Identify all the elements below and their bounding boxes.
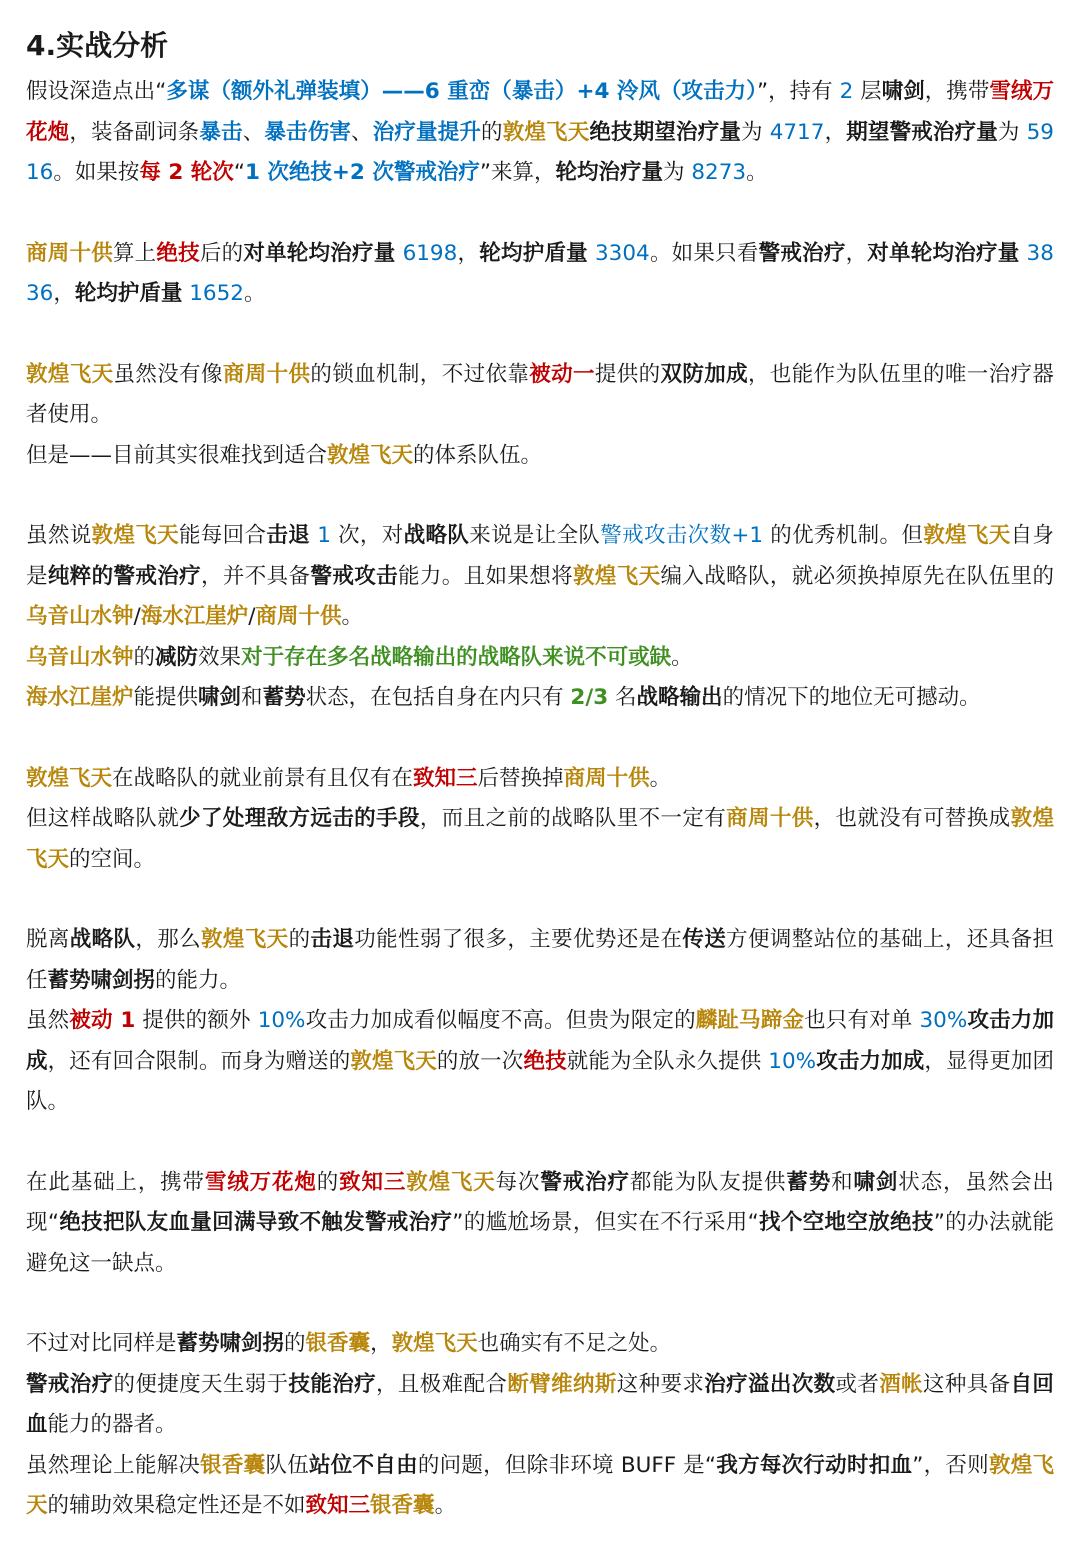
- text-run: “: [233, 160, 245, 185]
- highlight-text: 啸剑: [881, 79, 925, 104]
- highlight-text: 警戒攻击次数+1: [600, 523, 764, 548]
- text-run: 就能为全队永久提供: [566, 1048, 769, 1074]
- highlight-text: 商周十供: [26, 240, 113, 266]
- text-run: 状态，虽然会出现“: [26, 1169, 1054, 1235]
- text-run: 自身是: [26, 523, 1054, 589]
- highlight-text: 蓄势啸剑拐: [47, 967, 156, 993]
- article-body: [26, 72, 1054, 1527]
- highlight-text: 绝技: [523, 1048, 567, 1074]
- text-run: 提供的额外: [135, 1008, 258, 1033]
- highlight-text: 10%: [257, 1008, 306, 1033]
- highlight-text: 雪绒万花炮: [204, 1169, 317, 1195]
- text-run: ，并不具备: [201, 563, 311, 589]
- highlight-text: 致知三: [339, 1169, 407, 1195]
- text-run: 。: [341, 604, 364, 629]
- highlight-text: 暴击: [199, 119, 243, 145]
- text-run: 在战略队的就业前景有且仅有在: [112, 765, 414, 791]
- text-run: 的放一次: [436, 1048, 524, 1074]
- text-run: 虽然说: [26, 523, 92, 548]
- text-run: 或者: [835, 1371, 880, 1397]
- highlight-text: 轮均治疗量: [555, 160, 664, 185]
- highlight-text: 敦煌飞天: [26, 765, 113, 791]
- highlight-text: 站位不自由: [309, 1452, 418, 1478]
- paragraph-line: [26, 516, 1054, 638]
- highlight-text: 警戒攻击: [310, 563, 398, 589]
- highlight-text: 纯粹的警戒治疗: [47, 563, 202, 589]
- text-run: 能每回合: [178, 523, 267, 548]
- paragraph: [26, 72, 1054, 194]
- highlight-text: 30%: [919, 1008, 968, 1033]
- highlight-text: 攻击力加成: [816, 1048, 925, 1074]
- text-run: 。: [671, 644, 693, 670]
- highlight-text: 断臂维纳斯: [507, 1371, 617, 1397]
- text-run: 的空间。: [69, 846, 156, 872]
- text-run: 的体系队伍。: [413, 442, 543, 468]
- text-run: 的: [481, 119, 503, 145]
- text-run: 功能性弱了很多，主要优势还是在: [354, 927, 683, 952]
- highlight-text: 商周十供: [222, 361, 311, 387]
- text-run: 不过对比同样是: [26, 1331, 177, 1356]
- text-run: /: [133, 604, 141, 629]
- text-run: 的: [284, 1331, 306, 1356]
- paragraph-line: [26, 1001, 1054, 1123]
- text-run: 为: [741, 119, 770, 145]
- highlight-text: 治疗量提升: [372, 119, 482, 145]
- text-run: 能力。且如果想将: [397, 563, 573, 589]
- highlight-text: 找个空地空放绝技: [758, 1210, 934, 1235]
- highlight-text: 攻击力加成: [26, 1008, 1054, 1074]
- paragraph: [26, 355, 1054, 477]
- highlight-text: 2/3: [570, 685, 609, 710]
- highlight-text: 麟趾马蹄金: [695, 1008, 805, 1033]
- text-run: [1019, 241, 1026, 266]
- highlight-text: 啸剑: [198, 685, 242, 710]
- highlight-text: 乌音山水钟: [26, 604, 134, 629]
- highlight-text: 敦煌飞天: [350, 1048, 437, 1074]
- highlight-text: 1 次绝技+2 次警戒治疗: [244, 160, 480, 185]
- highlight-text: 每 2 轮次: [139, 160, 234, 185]
- text-run: 虽然没有像: [113, 361, 223, 387]
- text-run: 这种具备: [923, 1371, 1011, 1397]
- highlight-text: 对于存在多名战略输出的战略队来说不可或缺: [241, 644, 672, 670]
- highlight-text: 雪绒万花炮: [26, 79, 1054, 145]
- text-run: 这种要求: [616, 1371, 705, 1397]
- text-run: 的便捷度天生弱于: [113, 1371, 289, 1397]
- paragraph: [26, 234, 1054, 315]
- text-run: 和: [831, 1169, 854, 1195]
- highlight-text: 3304: [595, 240, 650, 266]
- highlight-text: 敦煌飞天: [201, 927, 289, 952]
- highlight-text: 敦煌飞天: [327, 442, 414, 468]
- highlight-text: 敦煌飞天: [923, 523, 1011, 548]
- highlight-text: 海水江崖炉: [140, 604, 249, 629]
- text-run: 在此基础上，携带: [26, 1169, 205, 1195]
- text-run: ，那么: [135, 927, 202, 952]
- paragraph-line: [26, 678, 1054, 719]
- section-heading: 4.实战分析: [26, 29, 169, 62]
- highlight-text: 1652: [189, 281, 244, 306]
- highlight-text: 蓄势啸剑拐: [176, 1331, 285, 1356]
- paragraph-line: [26, 1163, 1054, 1285]
- highlight-text: 少了处理敌方远击的手段: [179, 806, 420, 831]
- highlight-text: 银香囊: [370, 1493, 435, 1518]
- highlight-text: 敦煌飞天: [26, 361, 114, 387]
- text-run: 的问题，但除非环境 BUFF 是“: [417, 1452, 717, 1478]
- highlight-text: 绝技: [156, 240, 200, 266]
- text-run: 状态，在包括自身在内只有: [305, 685, 571, 710]
- text-run: 算上: [112, 240, 157, 266]
- text-run: ，显得更加团队。: [26, 1048, 1054, 1114]
- paragraph-line: [26, 759, 1054, 800]
- highlight-text: 轮均护盾量: [74, 281, 183, 306]
- paragraph: [26, 759, 1054, 881]
- text-run: ，携带: [924, 79, 990, 104]
- highlight-text: 敦煌飞天: [26, 806, 1054, 872]
- text-run: ”来算，: [479, 160, 556, 185]
- text-run: 。: [434, 1493, 457, 1518]
- highlight-text: 战略输出: [636, 685, 723, 710]
- highlight-text: 轮均护盾量: [479, 240, 588, 266]
- paragraph-line: [26, 436, 1054, 477]
- text-run: /: [248, 604, 256, 629]
- text-run: 虽然: [26, 1008, 70, 1033]
- text-run: 次，对: [330, 523, 404, 548]
- highlight-text: 酒帐: [879, 1371, 924, 1397]
- highlight-text: 敦煌飞天: [391, 1331, 478, 1356]
- text-run: 效果: [198, 644, 242, 670]
- highlight-text: 我方每次行动时扣血: [716, 1452, 913, 1478]
- text-run: 虽然理论上能解决: [26, 1452, 201, 1478]
- text-run: 但这样战略队就: [26, 806, 180, 831]
- highlight-text: 暴击伤害: [264, 119, 352, 145]
- text-run: ”的办法就能避免这一缺点。: [26, 1210, 1054, 1276]
- highlight-text: 3836: [26, 240, 1054, 306]
- highlight-text: 2: [839, 79, 854, 104]
- text-run: ，也就没有可替换成: [813, 806, 1011, 831]
- paragraph-line: [26, 920, 1054, 1001]
- text-run: ，: [370, 1331, 392, 1356]
- text-run: 。: [746, 160, 768, 185]
- highlight-text: 期望警戒治疗量: [846, 119, 998, 145]
- paragraph-line: [26, 234, 1054, 315]
- text-run: 为: [997, 119, 1027, 145]
- highlight-text: 减防: [155, 644, 199, 670]
- text-run: 。: [649, 765, 672, 791]
- paragraph-line: [26, 355, 1054, 436]
- paragraph-line: [26, 638, 1054, 679]
- text-run: ，还有回合限制。而身为赠送的: [47, 1048, 351, 1074]
- text-run: 。: [243, 281, 266, 306]
- highlight-text: 8273: [691, 160, 747, 185]
- highlight-text: 银香囊: [305, 1331, 371, 1356]
- highlight-text: 对单轮均治疗量: [243, 240, 396, 266]
- text-run: 编入战略队，就必须换掉原先在队伍里的: [660, 563, 1054, 589]
- text-run: [588, 241, 595, 266]
- highlight-text: 敦煌飞天: [406, 1169, 496, 1195]
- highlight-text: 致知三: [305, 1493, 371, 1518]
- text-run: 每次: [495, 1169, 541, 1195]
- text-run: ，也能作为队伍里的唯一治疗器者使用。: [26, 361, 1054, 427]
- highlight-text: 绝技期望治疗量: [589, 119, 742, 145]
- text-run: [395, 241, 402, 266]
- highlight-text: 敦煌飞天: [26, 1452, 1054, 1518]
- text-run: 、: [351, 119, 373, 145]
- text-run: 。如果只看: [649, 240, 759, 266]
- highlight-text: 海水江崖炉: [26, 685, 134, 710]
- highlight-text: 6198: [402, 240, 458, 266]
- text-run: 后替换掉: [477, 765, 564, 791]
- text-run: ，: [457, 240, 480, 266]
- highlight-text: 击退: [310, 927, 355, 952]
- highlight-text: 警戒治疗: [758, 240, 846, 266]
- text-run: 能提供: [133, 685, 199, 710]
- text-run: ，装备副词条: [69, 119, 200, 145]
- text-run: ”，持有: [756, 79, 840, 104]
- text-run: 来说是让全队: [469, 523, 601, 548]
- paragraph-line: [26, 72, 1054, 194]
- highlight-text: 双防加成: [660, 361, 748, 387]
- text-run: 的锁血机制，不过依靠: [310, 361, 530, 387]
- highlight-text: 战略队: [403, 523, 470, 548]
- text-run: 能力的器者。: [47, 1412, 177, 1437]
- text-run: 脱离: [26, 927, 70, 952]
- text-run: 方便调整站位的基础上，还具备担任: [26, 927, 1054, 993]
- highlight-text: 蓄势: [786, 1169, 832, 1195]
- text-run: ，: [845, 240, 868, 266]
- text-run: 后的: [199, 240, 244, 266]
- text-run: ，: [53, 281, 75, 306]
- highlight-text: 警戒治疗: [540, 1169, 630, 1195]
- highlight-text: 银香囊: [200, 1452, 266, 1478]
- highlight-text: 被动一: [529, 361, 595, 387]
- highlight-text: 啸剑: [853, 1169, 899, 1195]
- highlight-text: 敦煌飞天: [91, 523, 179, 548]
- highlight-text: 警戒治疗: [26, 1371, 114, 1397]
- text-run: ”，否则: [912, 1452, 989, 1478]
- text-run: 的: [288, 927, 311, 952]
- text-run: 队伍: [265, 1452, 309, 1478]
- text-run: 的: [133, 644, 156, 670]
- highlight-text: 蓄势: [262, 685, 306, 710]
- highlight-text: 乌音山水钟: [26, 644, 134, 670]
- text-run: 也只有对单: [804, 1008, 920, 1033]
- highlight-text: 敦煌飞天: [502, 119, 590, 145]
- text-run: ，而且之前的战略队里不一定有: [419, 806, 727, 831]
- highlight-text: 对单轮均治疗量: [867, 240, 1020, 266]
- text-run: ，且极难配合: [376, 1371, 508, 1397]
- text-run: 层: [853, 79, 882, 104]
- text-run: 的能力。: [155, 967, 242, 993]
- text-run: 、: [242, 119, 265, 145]
- highlight-text: 1: [317, 523, 331, 548]
- text-run: 的: [316, 1169, 340, 1195]
- highlight-text: 5916: [26, 119, 1054, 185]
- highlight-text: 商周十供: [726, 806, 814, 831]
- text-run: ”的尴尬场景，但实在不行采用“: [452, 1210, 759, 1235]
- highlight-text: 商周十供: [255, 604, 342, 629]
- text-run: 提供的: [594, 361, 661, 387]
- text-run: 也确实有不足之处。: [477, 1331, 672, 1356]
- highlight-text: 技能治疗: [288, 1371, 377, 1397]
- text-run: 名: [608, 685, 637, 710]
- highlight-text: 10%: [768, 1048, 817, 1074]
- paragraph-line: [26, 799, 1054, 880]
- text-run: ，: [824, 119, 847, 145]
- text-run: 和: [241, 685, 263, 710]
- text-run: 但是——目前其实很难找到适合: [26, 442, 328, 468]
- highlight-text: 绝技把队友血量回满导致不触发警戒治疗: [58, 1210, 453, 1235]
- text-run: 的优秀机制。但: [763, 523, 924, 548]
- text-run: 都能为队友提供: [629, 1169, 787, 1195]
- text-run: 的辅助效果稳定性还是不如: [47, 1493, 306, 1518]
- paragraph: [26, 1324, 1054, 1527]
- highlight-text: 自回血: [26, 1371, 1054, 1437]
- highlight-text: 治疗溢出次数: [704, 1371, 836, 1397]
- highlight-text: 敦煌飞天: [573, 563, 661, 589]
- highlight-text: 击退: [266, 523, 311, 548]
- highlight-text: 致知三: [413, 765, 478, 791]
- text-run: 为: [663, 160, 692, 185]
- text-run: 的情况下的地位无可撼动。: [722, 685, 981, 710]
- paragraph-line: [26, 1446, 1054, 1527]
- highlight-text: 4717: [769, 119, 825, 145]
- text-run: 假设深造点出“: [26, 79, 167, 104]
- paragraph-line: [26, 1324, 1054, 1365]
- highlight-text: 多谋（额外礼弹装填）——6 重峦（暴击）+4 泠风（攻击力）: [166, 79, 757, 104]
- highlight-text: 战略队: [69, 927, 136, 952]
- paragraph: [26, 1163, 1054, 1285]
- paragraph: [26, 920, 1054, 1123]
- text-run: 。如果按: [53, 160, 140, 185]
- paragraph-line: [26, 1365, 1054, 1446]
- paragraph: [26, 516, 1054, 719]
- text-run: 攻击力加成看似幅度不高。但贵为限定的: [305, 1008, 696, 1033]
- highlight-text: 被动 1: [69, 1008, 136, 1033]
- highlight-text: 传送: [682, 927, 727, 952]
- highlight-text: 商周十供: [563, 765, 650, 791]
